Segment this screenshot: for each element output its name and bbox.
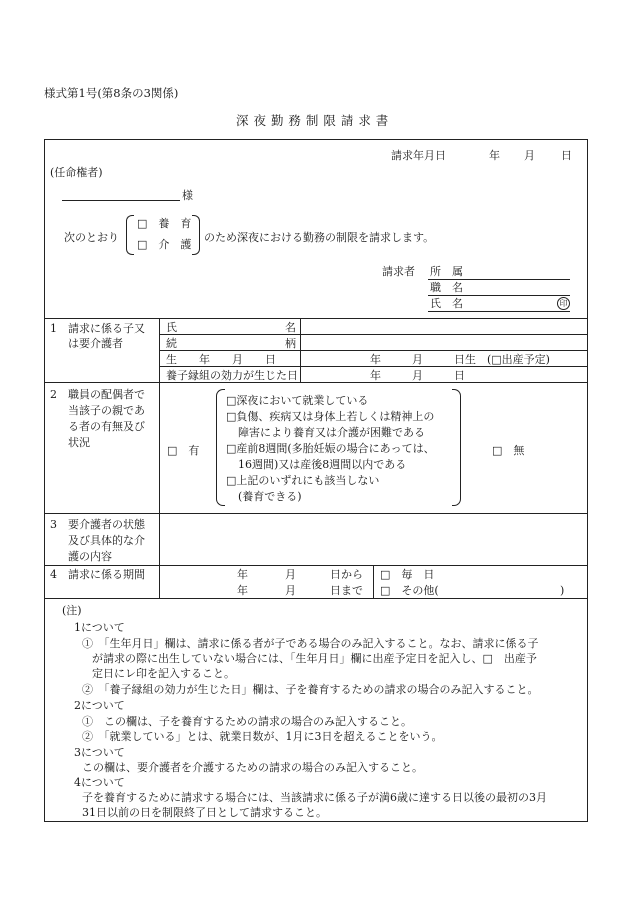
row1-label-line1: 請求に係る子又 <box>68 322 145 335</box>
row2-left-brace <box>216 389 225 506</box>
grid-line <box>44 598 587 599</box>
date-year-label: 年 <box>489 149 500 162</box>
note1-item1-line1: ① 「生年月日」欄は、請求に係る者が子である場合のみ記入すること。なお、請求に係る子 <box>82 637 539 650</box>
spouse-status-option1[interactable]: □深夜において就業している <box>226 394 369 407</box>
relation-field-label-b: 柄 <box>285 337 296 350</box>
spouse-status-option4-cont: (養育できる) <box>238 490 302 503</box>
requester-dept-label: 所 属 <box>430 265 463 278</box>
spouse-status-option2[interactable]: □負傷、疾病又は身体上若しくは精神上の <box>226 410 435 423</box>
period-other-close: ) <box>560 584 565 597</box>
requester-position-label: 職 名 <box>430 281 463 294</box>
birth-day-expected: 日生 (□出産予定) <box>454 353 550 366</box>
authority-name-line[interactable] <box>62 200 180 201</box>
note1-item2: ② 「養子縁組の効力が生じた日」欄は、子を養育するための請求の場合のみ記入すること。 <box>82 683 539 696</box>
note1-heading: 1について <box>74 621 125 634</box>
row2-right-brace <box>452 389 461 506</box>
period-from-year: 年 <box>237 568 248 581</box>
seal-mark: 印 <box>557 297 570 310</box>
row1-label-line2: は要介護者 <box>68 337 123 350</box>
notes-heading: (注) <box>62 604 82 617</box>
note3-heading: 3について <box>74 746 125 759</box>
requester-label: 請求者 <box>382 265 415 278</box>
note1-item1-line3: 定日にレ印を記入すること。 <box>92 667 235 680</box>
spouse-yes-checkbox[interactable]: □ 有 <box>167 444 200 457</box>
period-other-checkbox[interactable]: □ その他( <box>380 584 439 597</box>
period-from-month: 月 <box>285 568 296 581</box>
grid-line <box>159 350 587 351</box>
adoption-day: 日 <box>454 369 465 382</box>
note2-item1: ① この欄は、子を養育するための請求の場合のみ記入すること。 <box>82 715 412 728</box>
option-childcare-checkbox[interactable]: □ 養 育 <box>137 217 192 230</box>
note4-text-line1: 子を養育するために請求する場合には、当該請求に係る子が満6歳に達する日以後の最初の3月 <box>82 791 547 804</box>
left-brace <box>126 215 134 255</box>
right-brace <box>192 215 200 255</box>
row3-label-line2: 及び具体的な介 <box>68 534 145 547</box>
request-prefix: 次のとおり <box>64 231 119 244</box>
spouse-status-option3-cont: 16週間)又は産後8週間以内である <box>238 458 407 471</box>
row2-label-line1: 職員の配偶者で <box>68 388 145 401</box>
requester-position-line[interactable] <box>428 295 570 296</box>
date-month-label: 月 <box>524 149 535 162</box>
note2-item2: ② 「就業している」とは、就業日数が、1月に3日を超えることをいう。 <box>82 730 443 743</box>
row3-number: 3 <box>50 518 57 531</box>
birthdate-field-label: 生 年 月 日 <box>166 353 276 366</box>
row2-label-line2: 当該子の親であ <box>68 404 145 417</box>
period-to-month: 月 <box>285 584 296 597</box>
option-nursing-checkbox[interactable]: □ 介 護 <box>137 238 192 251</box>
name-field-label-b: 名 <box>285 321 296 334</box>
care-details-field[interactable] <box>162 516 584 562</box>
period-to-year: 年 <box>237 584 248 597</box>
grid-line <box>373 565 374 598</box>
row4-number: 4 <box>50 568 57 581</box>
spouse-status-option4[interactable]: □上記のいずれにも該当しない <box>226 474 380 487</box>
period-to-suffix: 日まで <box>330 584 363 597</box>
grid-line <box>44 318 587 319</box>
row2-label-line3: る者の有無及び <box>68 420 145 433</box>
form-number: 様式第1号(第8条の3関係) <box>44 86 179 100</box>
row3-label-line3: 護の内容 <box>68 550 112 563</box>
note4-text-line2: 31日以前の日を制限終了日として請求すること。 <box>82 806 327 819</box>
row4-label: 請求に係る期間 <box>68 568 145 581</box>
adoption-month: 月 <box>412 369 423 382</box>
requester-dept-line[interactable] <box>428 279 570 280</box>
birth-year: 年 <box>370 353 381 366</box>
spouse-status-option2-cont: 障害により養育又は介護が困難である <box>238 426 425 439</box>
grid-line <box>300 318 301 382</box>
grid-line <box>44 565 587 566</box>
row1-number: 1 <box>50 322 57 335</box>
row3-label-line1: 要介護者の状態 <box>68 518 145 531</box>
birth-month: 月 <box>412 353 423 366</box>
date-day-label: 日 <box>561 149 572 162</box>
adoption-date-label: 養子縁組の効力が生じた日 <box>166 369 298 382</box>
grid-line <box>44 513 587 514</box>
adoption-year: 年 <box>370 369 381 382</box>
form-title: 深 夜 勤 務 制 限 請 求 書 <box>236 113 389 128</box>
period-from-suffix: 日から <box>330 568 363 581</box>
grid-line <box>159 366 587 367</box>
sama-label: 様 <box>182 189 193 202</box>
period-daily-checkbox[interactable]: □ 毎 日 <box>380 568 435 581</box>
authority-label: (任命権者) <box>50 166 103 179</box>
request-suffix: のため深夜における勤務の制限を請求します。 <box>204 231 435 244</box>
note1-item1-line2: が請求の際に出生していない場合には、「生年月日」欄に出産予定日を記入し、□ 出産予 <box>92 652 537 665</box>
spouse-status-option3[interactable]: □産前8週間(多胎妊娠の場合にあっては、 <box>226 442 435 455</box>
grid-line <box>159 334 587 335</box>
row2-label-line4: 状況 <box>68 436 90 449</box>
spouse-no-checkbox[interactable]: □ 無 <box>492 444 525 457</box>
requester-name-label: 氏 名 <box>430 297 463 310</box>
grid-line <box>159 318 160 598</box>
row2-number: 2 <box>50 388 57 401</box>
relation-field-label-a: 続 <box>166 337 177 350</box>
name-field-label-a: 氏 <box>166 321 177 334</box>
note4-heading: 4について <box>74 776 125 789</box>
note3-text: この欄は、要介護者を介護するための請求の場合のみ記入すること。 <box>82 761 423 774</box>
requester-name-line[interactable] <box>428 311 570 312</box>
note2-heading: 2について <box>74 699 125 712</box>
grid-line <box>44 382 587 383</box>
request-date-label: 請求年月日 <box>391 149 446 162</box>
